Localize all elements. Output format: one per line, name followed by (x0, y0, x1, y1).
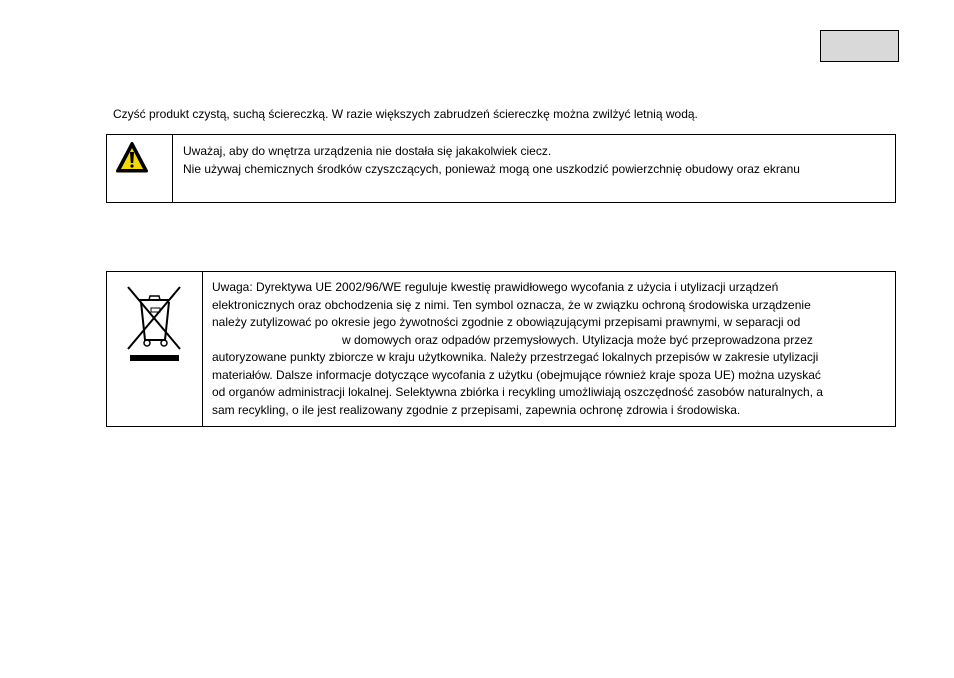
cleaning-instruction: Czyść produkt czystą, suchą ściereczką. W razie większych zabrudzeń ściereczkę można zwilżyć letnią wodą. (113, 107, 698, 121)
weee-line-6: materiałów. Dalsze informacje dotyczące wycofania z użytku (obejmujące również kraje spoza UE) można uzyskać (212, 367, 821, 382)
caution-line-2: Nie używaj chemicznych środków czyszczących, ponieważ mogą one uszkodzić powierzchnię obudowy oraz ekranu (183, 162, 800, 176)
caution-icon-cell (107, 135, 173, 202)
caution-line-1: Uważaj, aby do wnętrza urządzenia nie dostała się jakakolwiek ciecz. (183, 144, 552, 158)
page-tab (820, 30, 899, 62)
crossed-out-wheelie-bin-icon (122, 282, 186, 364)
weee-line-2: elektronicznych oraz obchodzenia się z nimi. Ten symbol oznacza, że w związku ochroną środowiska urządzenie (212, 297, 811, 312)
weee-line-5: autoryzowane punkty zbiorcze w kraju użytkownika. Należy przestrzegać lokalnych przepisów w zakresie utylizacji (212, 350, 819, 364)
weee-line-4 (212, 332, 883, 350)
weee-text (203, 272, 895, 426)
weee-line-7: od organów administracji lokalnej. Selektywna zbiórka i recykling umożliwiają oszczędność zasobów naturalnych, a (212, 385, 823, 399)
weee-line-3: należy zutylizować po okresie jego żywotności zgodnie z obowiązującymi przepisami prawnymi, w separacji od (212, 315, 801, 329)
weee-line-1: Uwaga: Dyrektywa UE 2002/96/WE reguluje kwestię prawidłowego wycofania z użycia i utylizacji urządzeń (212, 280, 779, 294)
weee-line-8: sam recykling, o ile jest realizowany zgodnie z przepisami, zapewnia ochronę zdrowia i środowiska. (212, 402, 741, 417)
weee-notice (106, 271, 896, 427)
weee-line-4-text: w domowych oraz odpadów przemysłowych. Utylizacja może być przeprowadzona przez (342, 332, 813, 347)
caution-notice (106, 134, 896, 203)
weee-icon-cell (107, 272, 203, 426)
warning-triangle-icon (115, 141, 149, 175)
caution-text (173, 135, 895, 202)
